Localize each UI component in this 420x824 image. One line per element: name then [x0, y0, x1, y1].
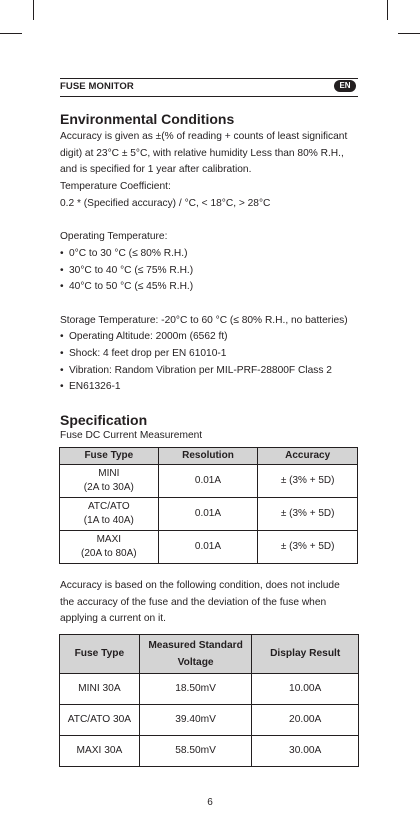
resolution-cell: 0.01A [158, 465, 258, 498]
storage-temp: Storage Temperature: -20°C to 60 °C (≤ 80% R.H., no batteries) [60, 315, 348, 326]
page-number: 6 [207, 797, 213, 808]
fuse-type-cell: ATC/ATO 30A [60, 705, 140, 736]
env-item: • Shock: 4 feet drop per EN 61010-1 [60, 348, 227, 359]
fuse-type-cell: MINI 30A [60, 674, 140, 705]
table-header: Fuse Type [60, 635, 140, 674]
table-header: Fuse Type [60, 448, 159, 465]
env-line: 0.2 * (Specified accuracy) / °C, < 18°C, > 28°C [60, 198, 271, 209]
fuse-type-cell: MAXI (20A to 80A) [60, 531, 159, 564]
crop-mark [398, 33, 420, 34]
voltage-cell: 39.40mV [139, 705, 252, 736]
display-result-cell: 20.00A [252, 705, 359, 736]
header-rule-bottom [60, 96, 358, 97]
resolution-cell: 0.01A [158, 498, 258, 531]
table-header: Measured Standard Voltage [139, 635, 252, 674]
resolution-cell: 0.01A [158, 531, 258, 564]
env-heading: Environmental Conditions [60, 111, 235, 127]
table-row [60, 736, 359, 767]
op-temp-item: • 30°C to 40 °C (≤ 75% R.H.) [60, 265, 194, 276]
op-temp-item: • 0°C to 30 °C (≤ 80% R.H.) [60, 248, 188, 259]
note-line: Accuracy is based on the following condition, does not include [60, 580, 340, 591]
note-line: the accuracy of the fuse and the deviation of the fuse when [60, 597, 327, 608]
accuracy-cell: ± (3% + 5D) [258, 498, 358, 531]
crop-mark [387, 0, 388, 20]
spec-subheading: Fuse DC Current Measurement [60, 430, 203, 441]
note-line: applying a current on it. [60, 613, 166, 624]
spec-heading: Specification [60, 412, 148, 428]
env-item: • EN61326-1 [60, 381, 121, 392]
env-line: Temperature Coefficient: [60, 181, 171, 192]
voltage-cell: 18.50mV [139, 674, 252, 705]
crop-mark [33, 0, 34, 20]
display-result-cell: 30.00A [252, 736, 359, 767]
env-item: • Vibration: Random Vibration per MIL-PRF-28800F Class 2 [60, 365, 332, 376]
env-line: Accuracy is given as ±(% of reading + counts of least significant [60, 131, 348, 142]
op-temp-item: • 40°C to 50 °C (≤ 45% R.H.) [60, 281, 194, 292]
env-line: digit) at 23°C ± 5°C, with relative humidity Less than 80% R.H., [60, 148, 344, 159]
table-header: Resolution [158, 448, 258, 465]
fuse-dc-current-table [59, 447, 358, 564]
crop-mark [0, 33, 22, 34]
table-header: Accuracy [258, 448, 358, 465]
language-badge: EN [334, 80, 356, 92]
table-row [60, 531, 358, 564]
fuse-type-cell: ATC/ATO (1A to 40A) [60, 498, 159, 531]
env-item: • Operating Altitude: 2000m (6562 ft) [60, 331, 228, 342]
fuse-type-cell: MAXI 30A [60, 736, 140, 767]
display-result-cell: 10.00A [252, 674, 359, 705]
accuracy-cell: ± (3% + 5D) [258, 531, 358, 564]
table-header: Display Result [252, 635, 359, 674]
table-row [60, 674, 359, 705]
header-rule-top [60, 78, 358, 79]
table-row [60, 465, 358, 498]
voltage-cell: 58.50mV [139, 736, 252, 767]
env-line: and is specified for 1 year after calibration. [60, 164, 252, 175]
measurement-condition-table [59, 634, 359, 767]
accuracy-cell: ± (3% + 5D) [258, 465, 358, 498]
fuse-type-cell: MINI (2A to 30A) [60, 465, 159, 498]
table-row [60, 498, 358, 531]
header-title: FUSE MONITOR [60, 81, 134, 92]
table-row [60, 705, 359, 736]
op-temp-label: Operating Temperature: [60, 231, 168, 242]
